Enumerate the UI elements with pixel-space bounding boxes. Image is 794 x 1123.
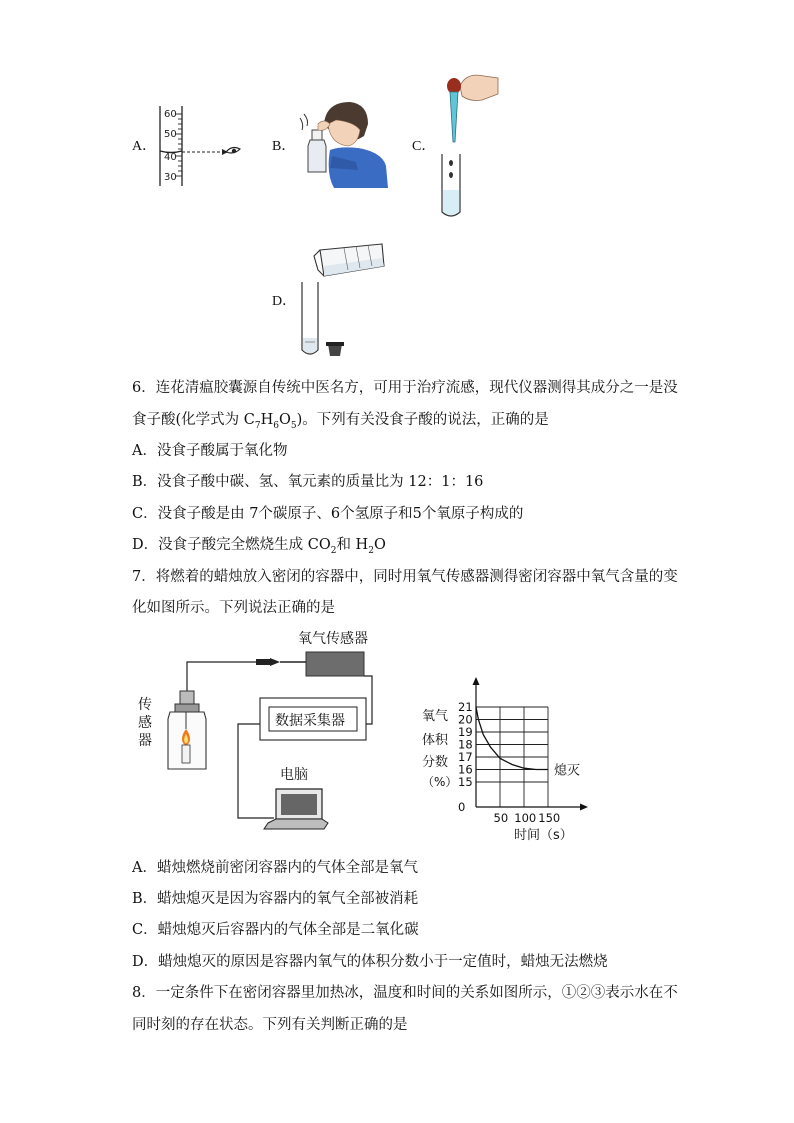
y-tick-label: 16 — [458, 762, 473, 777]
q5-option-b-label: B． — [272, 139, 296, 154]
x-tick-label: 100 — [514, 811, 537, 825]
formula-element: O — [279, 412, 291, 428]
cylinder-tick-30: 30 — [164, 172, 177, 183]
data-collector-label: 数据采集器 — [275, 713, 345, 729]
eye-icon — [226, 148, 240, 154]
chart-axes — [473, 677, 589, 811]
q5-option-c-label: C． — [412, 139, 436, 154]
q7-option-a: A．蜡烛燃烧前密闭容器内的气体全部是氧气 — [132, 860, 418, 876]
q7-option-b: B．蜡烛熄灭是因为容器内的氧气全部被消耗 — [132, 891, 419, 907]
q6-stem-line1: 6．连花清瘟胶囊源自传统中医名方，可用于治疗流感，现代仪器测得其成分之一是没 — [132, 380, 678, 396]
q6-stem-line2 — [132, 410, 549, 436]
x-tick-label: 50 — [493, 811, 509, 825]
q5-option-d-label: D． — [272, 294, 297, 309]
q7-option-c: C．蜡烛熄灭后容器内的气体全部是二氧化碳 — [132, 922, 419, 938]
formula-element: H — [260, 412, 274, 428]
extinguish-annotation: 熄灭 — [554, 763, 581, 779]
y-label-line: 分数 — [422, 755, 449, 770]
y-tick-label: 17 — [458, 750, 473, 764]
sensor-label-char: 感 — [138, 715, 152, 731]
y-tick-label: 21 — [458, 700, 473, 714]
cylinder-tick-40: 40 — [164, 152, 177, 163]
y-tick-label: 19 — [458, 725, 473, 739]
sensor-label-char: 器 — [138, 733, 152, 749]
y-label-line: 氧气 — [422, 709, 449, 724]
candle — [182, 745, 190, 763]
x-tick-label: 150 — [538, 811, 561, 825]
chart-grid — [476, 707, 548, 807]
q6-option-d — [132, 535, 386, 561]
q6-option-b: B．没食子酸中碳、氢、氧元素的质量比为 12：1：16 — [132, 474, 484, 490]
q7-stem-line2: 化如图所示。下列说法正确的是 — [132, 600, 335, 616]
y-tick-label: 15 — [458, 775, 473, 789]
q6-stem-text: )。下列有关没食子酸的说法，正确的是 — [296, 412, 549, 428]
q6-option-c: C．没食子酸是由 7个碳原子、6个氢原子和5个氧原子构成的 — [132, 506, 524, 522]
q5-option-a-label: A． — [132, 139, 157, 154]
y-axis-arrow — [473, 677, 480, 685]
q6-option-d-text: O — [373, 537, 386, 553]
y-tick-label: 20 — [458, 712, 473, 727]
oxygen-series-line — [476, 707, 548, 770]
formula-subscript: 6 — [273, 420, 279, 431]
smelling-gas-figure — [296, 96, 391, 190]
chart-y-label — [422, 709, 457, 789]
y-label-line: （%） — [422, 775, 458, 789]
y-tick-label: 18 — [458, 737, 473, 752]
measuring-cylinder-figure — [156, 104, 246, 188]
oxygen-chart — [418, 675, 590, 841]
sensor-label-char: 传 — [138, 697, 152, 713]
q7-stem-line1: 7．将燃着的蜡烛放入密闭的容器中，同时用氧气传感器测得密闭容器中氧气含量的变 — [132, 569, 678, 585]
formula-subscript: 2 — [330, 545, 337, 556]
q6-option-a: A．没食子酸属于氧化物 — [132, 443, 288, 459]
cylinder-tick-50: 50 — [164, 129, 177, 140]
q6-option-d-text: 和 H — [336, 537, 369, 553]
formula-subscript: 5 — [290, 420, 297, 431]
chart-x-label: 时间（s） — [514, 828, 573, 841]
q8-stem-line1: 8．一定条件下在密闭容器里加热冰，温度和时间的关系如图所示，①②③表示水在不 — [132, 985, 678, 1001]
formula-subscript: 2 — [368, 545, 374, 556]
q7-option-d: D．蜡烛熄灭的原因是容器内氧气的体积分数小于一定值时，蜡烛无法燃烧 — [132, 954, 608, 970]
q6-option-d-text: D．没食子酸完全燃烧生成 CO — [132, 537, 331, 553]
q6-stem-text: 食子酸(化学式为 C — [132, 412, 255, 428]
computer-label: 电脑 — [280, 767, 308, 783]
x-axis-arrow — [580, 804, 588, 811]
oxygen-sensor-label: 氧气传感器 — [298, 631, 368, 647]
dropper-figure — [436, 70, 500, 220]
pouring-liquid-figure — [296, 242, 392, 362]
sensor-apparatus-diagram — [130, 625, 390, 840]
cylinder-tick-60: 60 — [164, 109, 177, 120]
q8-stem-line2: 同时刻的存在状态。下列有关判断正确的是 — [132, 1017, 408, 1033]
laptop-icon — [264, 789, 328, 829]
formula-subscript: 7 — [254, 420, 261, 431]
oxygen-sensor-box — [306, 652, 364, 676]
y-label-line: 体积 — [422, 733, 449, 748]
y-tick-label: 0 — [458, 800, 466, 814]
